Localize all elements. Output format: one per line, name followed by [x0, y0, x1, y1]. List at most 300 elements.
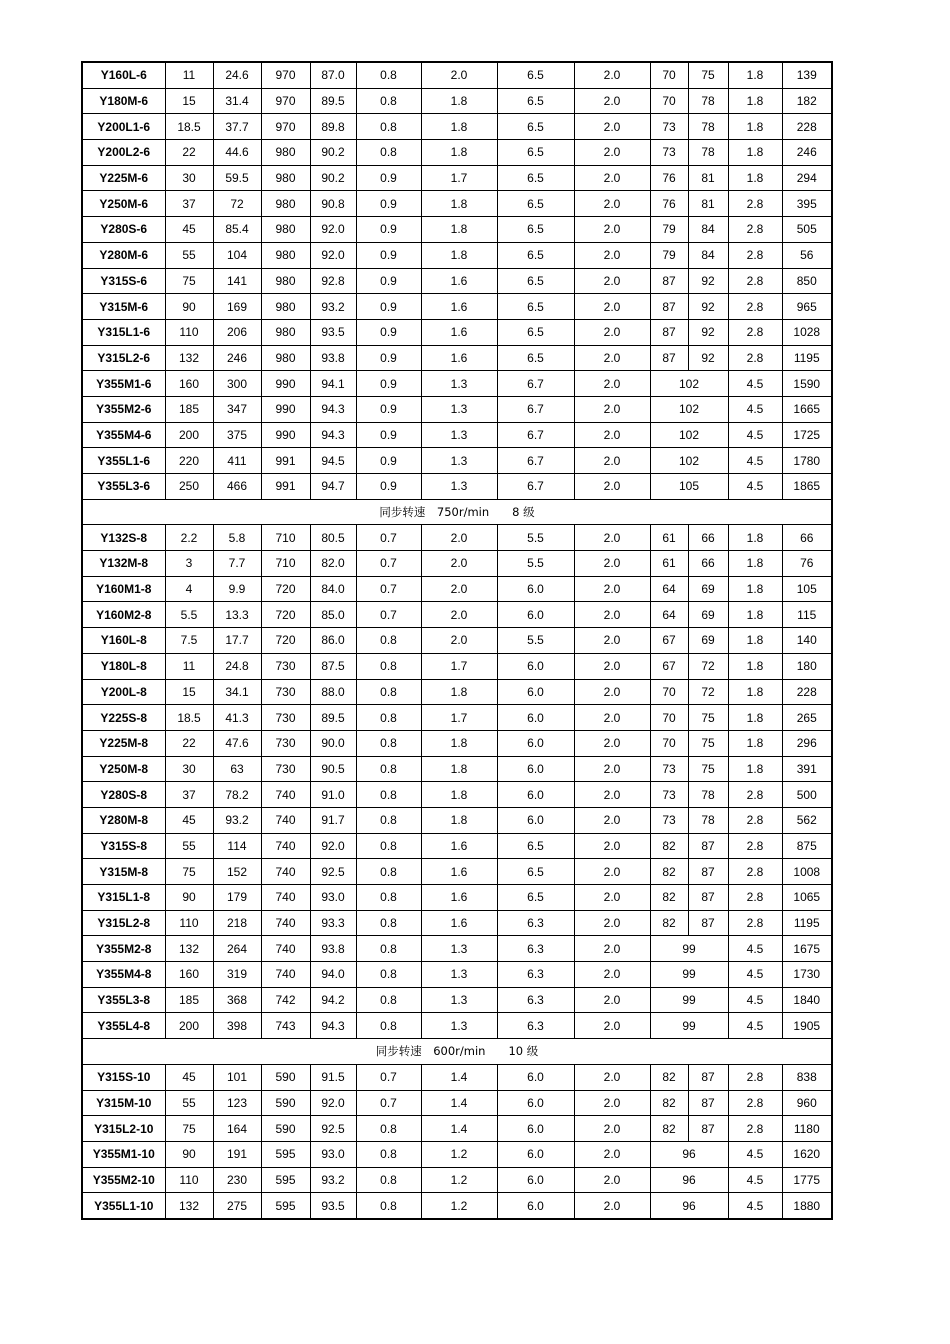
table-cell: 76: [782, 551, 832, 577]
model-cell: Y315L2-6: [82, 345, 165, 371]
table-cell: 1590: [782, 371, 832, 397]
table-cell: 85.4: [213, 217, 261, 243]
table-cell: 1865: [782, 474, 832, 500]
table-cell: 1.8: [728, 756, 782, 782]
table-cell: 1665: [782, 396, 832, 422]
table-cell: 590: [261, 1064, 310, 1090]
table-cell: 2.0: [574, 730, 650, 756]
table-cell: 2.8: [728, 294, 782, 320]
section-title: 同步转速 750r/min 8 级: [82, 499, 832, 525]
table-row: [82, 679, 832, 705]
table-cell: 4.5: [728, 1193, 782, 1219]
model-cell: Y280M-6: [82, 242, 165, 268]
table-cell: 5.5: [497, 628, 574, 654]
model-cell: Y355M1-6: [82, 371, 165, 397]
table-cell: 87: [688, 833, 728, 859]
table-row: [82, 936, 832, 962]
table-cell: 6.5: [497, 294, 574, 320]
table-cell: 87: [688, 885, 728, 911]
table-cell: 2.0: [574, 319, 650, 345]
table-cell: 980: [261, 345, 310, 371]
table-cell: 2.0: [574, 885, 650, 911]
table-cell: 78: [688, 782, 728, 808]
table-cell: 7.5: [165, 628, 213, 654]
table-cell: 562: [782, 807, 832, 833]
table-cell: 89.5: [310, 88, 356, 114]
model-cell: Y132S-8: [82, 525, 165, 551]
table-cell: 22: [165, 140, 213, 166]
table-cell: 164: [213, 1116, 261, 1142]
motor-spec-table: [81, 61, 833, 1220]
table-cell: 94.3: [310, 396, 356, 422]
table-cell: 1.8: [728, 62, 782, 88]
table-cell: 2.0: [574, 576, 650, 602]
table-cell: 347: [213, 396, 261, 422]
table-cell: 6.0: [497, 1193, 574, 1219]
table-cell: 6.3: [497, 1013, 574, 1039]
table-cell: 980: [261, 294, 310, 320]
table-cell: 78.2: [213, 782, 261, 808]
table-cell: 4.5: [728, 1141, 782, 1167]
table-cell: 200: [165, 1013, 213, 1039]
section-header-row: [82, 499, 832, 525]
table-cell: 90.0: [310, 730, 356, 756]
table-cell: 740: [261, 807, 310, 833]
table-cell: 0.9: [356, 396, 421, 422]
table-cell: 1.8: [421, 679, 497, 705]
table-cell: 250: [165, 474, 213, 500]
table-cell: 0.9: [356, 474, 421, 500]
model-cell: Y225M-6: [82, 165, 165, 191]
table-cell: 93.5: [310, 319, 356, 345]
table-cell: 6.0: [497, 653, 574, 679]
table-cell: 6.0: [497, 782, 574, 808]
table-cell: 466: [213, 474, 261, 500]
table-cell: 2.0: [421, 525, 497, 551]
table-cell: 94.3: [310, 1013, 356, 1039]
table-cell: 220: [165, 448, 213, 474]
table-cell: 94.0: [310, 962, 356, 988]
table-row: [82, 962, 832, 988]
table-cell: 0.9: [356, 319, 421, 345]
table-cell: 300: [213, 371, 261, 397]
table-cell: 4.5: [728, 422, 782, 448]
table-row: [82, 62, 832, 88]
table-cell: 1.7: [421, 705, 497, 731]
table-row: [82, 242, 832, 268]
table-cell: 1780: [782, 448, 832, 474]
table-cell: 15: [165, 679, 213, 705]
table-cell: 37: [165, 191, 213, 217]
table-cell: 61: [650, 551, 688, 577]
model-cell: Y355L4-8: [82, 1013, 165, 1039]
table-cell: 99: [650, 936, 728, 962]
table-cell: 6.5: [497, 217, 574, 243]
table-cell: 740: [261, 782, 310, 808]
table-cell: 1195: [782, 910, 832, 936]
table-cell: 6.0: [497, 730, 574, 756]
table-cell: 730: [261, 653, 310, 679]
table-cell: 92.0: [310, 1090, 356, 1116]
table-cell: 2.8: [728, 268, 782, 294]
table-cell: 47.6: [213, 730, 261, 756]
table-cell: 84.0: [310, 576, 356, 602]
table-cell: 75: [688, 62, 728, 88]
table-cell: 2.0: [574, 1013, 650, 1039]
table-cell: 92.0: [310, 833, 356, 859]
table-cell: 980: [261, 191, 310, 217]
model-cell: Y355M1-10: [82, 1141, 165, 1167]
table-cell: 1.8: [421, 756, 497, 782]
table-cell: 75: [165, 1116, 213, 1142]
table-cell: 78: [688, 88, 728, 114]
model-cell: Y355L3-8: [82, 987, 165, 1013]
table-cell: 78: [688, 114, 728, 140]
table-row: [82, 217, 832, 243]
table-cell: 84: [688, 217, 728, 243]
model-cell: Y355M2-6: [82, 396, 165, 422]
table-row: [82, 1013, 832, 1039]
table-cell: 6.5: [497, 191, 574, 217]
table-cell: 102: [650, 448, 728, 474]
table-cell: 99: [650, 987, 728, 1013]
table-cell: 4.5: [728, 962, 782, 988]
table-cell: 72: [213, 191, 261, 217]
table-cell: 730: [261, 730, 310, 756]
table-cell: 991: [261, 474, 310, 500]
table-cell: 0.9: [356, 345, 421, 371]
table-cell: 0.8: [356, 628, 421, 654]
model-cell: Y225M-8: [82, 730, 165, 756]
table-cell: 740: [261, 885, 310, 911]
table-cell: 6.0: [497, 807, 574, 833]
table-row: [82, 807, 832, 833]
table-cell: 990: [261, 396, 310, 422]
table-cell: 92.8: [310, 268, 356, 294]
table-cell: 1905: [782, 1013, 832, 1039]
table-cell: 1.8: [421, 140, 497, 166]
table-cell: 595: [261, 1193, 310, 1219]
table-cell: 0.9: [356, 422, 421, 448]
section-title: 同步转速 600r/min 10 级: [82, 1039, 832, 1065]
table-cell: 2.0: [574, 833, 650, 859]
table-cell: 6.5: [497, 319, 574, 345]
table-cell: 391: [782, 756, 832, 782]
model-cell: Y315M-10: [82, 1090, 165, 1116]
table-cell: 55: [165, 242, 213, 268]
table-cell: 2.0: [574, 1193, 650, 1219]
table-cell: 76: [650, 191, 688, 217]
model-cell: Y355L3-6: [82, 474, 165, 500]
table-cell: 0.9: [356, 217, 421, 243]
table-cell: 37: [165, 782, 213, 808]
table-cell: 6.5: [497, 242, 574, 268]
table-cell: 1.2: [421, 1167, 497, 1193]
table-cell: 90.2: [310, 140, 356, 166]
model-cell: Y200L1-6: [82, 114, 165, 140]
table-cell: 2.0: [421, 551, 497, 577]
table-cell: 102: [650, 371, 728, 397]
table-cell: 4.5: [728, 448, 782, 474]
table-row: [82, 859, 832, 885]
table-cell: 87.5: [310, 653, 356, 679]
table-cell: 75: [688, 756, 728, 782]
table-cell: 84: [688, 242, 728, 268]
table-row: [82, 551, 832, 577]
table-cell: 1840: [782, 987, 832, 1013]
table-cell: 99: [650, 962, 728, 988]
table-cell: 2.0: [574, 1116, 650, 1142]
table-cell: 70: [650, 705, 688, 731]
table-cell: 90: [165, 294, 213, 320]
table-cell: 990: [261, 371, 310, 397]
table-cell: 595: [261, 1141, 310, 1167]
table-cell: 2.0: [574, 88, 650, 114]
table-cell: 79: [650, 217, 688, 243]
table-cell: 93.3: [310, 910, 356, 936]
table-cell: 1.7: [421, 165, 497, 191]
table-cell: 0.8: [356, 705, 421, 731]
table-cell: 2.0: [574, 756, 650, 782]
table-cell: 0.8: [356, 62, 421, 88]
model-cell: Y355M4-6: [82, 422, 165, 448]
table-cell: 1730: [782, 962, 832, 988]
table-cell: 105: [782, 576, 832, 602]
table-cell: 6.5: [497, 268, 574, 294]
model-cell: Y200L-8: [82, 679, 165, 705]
table-cell: 296: [782, 730, 832, 756]
table-cell: 0.8: [356, 987, 421, 1013]
table-cell: 90: [165, 1141, 213, 1167]
table-cell: 730: [261, 756, 310, 782]
table-cell: 2.0: [574, 191, 650, 217]
table-cell: 742: [261, 987, 310, 1013]
table-cell: 92: [688, 345, 728, 371]
table-cell: 1.2: [421, 1193, 497, 1219]
table-cell: 0.8: [356, 88, 421, 114]
table-cell: 6.7: [497, 396, 574, 422]
table-cell: 2.0: [574, 679, 650, 705]
table-body: [82, 62, 832, 1219]
table-cell: 69: [688, 628, 728, 654]
table-cell: 102: [650, 396, 728, 422]
table-row: [82, 474, 832, 500]
table-cell: 2.0: [574, 396, 650, 422]
table-cell: 92.5: [310, 1116, 356, 1142]
table-cell: 6.5: [497, 859, 574, 885]
table-cell: 1.6: [421, 345, 497, 371]
table-cell: 0.7: [356, 576, 421, 602]
table-cell: 182: [782, 88, 832, 114]
model-cell: Y315L2-8: [82, 910, 165, 936]
table-cell: 0.8: [356, 807, 421, 833]
table-cell: 2.8: [728, 833, 782, 859]
table-cell: 2.8: [728, 345, 782, 371]
table-cell: 72: [688, 679, 728, 705]
model-cell: Y315L1-6: [82, 319, 165, 345]
table-cell: 4.5: [728, 1013, 782, 1039]
table-cell: 90: [165, 885, 213, 911]
table-row: [82, 1167, 832, 1193]
table-cell: 6.0: [497, 1141, 574, 1167]
table-cell: 160: [165, 962, 213, 988]
table-cell: 0.7: [356, 1064, 421, 1090]
table-cell: 87: [650, 319, 688, 345]
table-cell: 69: [688, 576, 728, 602]
table-cell: 0.8: [356, 833, 421, 859]
model-cell: Y280S-8: [82, 782, 165, 808]
table-cell: 0.8: [356, 730, 421, 756]
table-cell: 0.8: [356, 885, 421, 911]
table-cell: 2.0: [574, 602, 650, 628]
table-cell: 1.3: [421, 422, 497, 448]
table-cell: 720: [261, 602, 310, 628]
table-cell: 64: [650, 576, 688, 602]
table-cell: 1.3: [421, 987, 497, 1013]
table-cell: 1065: [782, 885, 832, 911]
table-cell: 275: [213, 1193, 261, 1219]
table-row: [82, 628, 832, 654]
table-cell: 87: [650, 345, 688, 371]
table-cell: 2.0: [574, 910, 650, 936]
table-cell: 67: [650, 653, 688, 679]
table-cell: 0.7: [356, 551, 421, 577]
table-cell: 980: [261, 217, 310, 243]
table-cell: 78: [688, 807, 728, 833]
table-cell: 1.8: [728, 730, 782, 756]
table-row: [82, 910, 832, 936]
table-cell: 4: [165, 576, 213, 602]
table-cell: 4.5: [728, 474, 782, 500]
table-cell: 838: [782, 1064, 832, 1090]
table-cell: 2.0: [574, 807, 650, 833]
model-cell: Y180M-6: [82, 88, 165, 114]
table-cell: 1195: [782, 345, 832, 371]
table-cell: 94.7: [310, 474, 356, 500]
model-cell: Y250M-8: [82, 756, 165, 782]
table-cell: 191: [213, 1141, 261, 1167]
table-cell: 1.6: [421, 319, 497, 345]
table-cell: 1.8: [728, 551, 782, 577]
table-cell: 2.0: [574, 217, 650, 243]
table-cell: 6.5: [497, 833, 574, 859]
model-cell: Y160M2-8: [82, 602, 165, 628]
table-cell: 1.4: [421, 1064, 497, 1090]
table-cell: 1.8: [421, 782, 497, 808]
table-cell: 6.0: [497, 1064, 574, 1090]
table-cell: 79: [650, 242, 688, 268]
table-cell: 980: [261, 242, 310, 268]
table-cell: 2.0: [574, 782, 650, 808]
table-cell: 1.8: [728, 88, 782, 114]
model-cell: Y355L1-10: [82, 1193, 165, 1219]
table-cell: 66: [782, 525, 832, 551]
table-cell: 87: [650, 268, 688, 294]
table-cell: 970: [261, 88, 310, 114]
table-cell: 0.7: [356, 1090, 421, 1116]
table-cell: 1.3: [421, 474, 497, 500]
table-cell: 1620: [782, 1141, 832, 1167]
table-cell: 82.0: [310, 551, 356, 577]
table-cell: 0.8: [356, 859, 421, 885]
table-cell: 228: [782, 679, 832, 705]
table-cell: 2.0: [574, 1090, 650, 1116]
table-row: [82, 1193, 832, 1219]
table-row: [82, 602, 832, 628]
model-cell: Y225S-8: [82, 705, 165, 731]
table-cell: 185: [165, 396, 213, 422]
table-cell: 1.3: [421, 936, 497, 962]
table-cell: 6.5: [497, 140, 574, 166]
table-cell: 1775: [782, 1167, 832, 1193]
table-row: [82, 833, 832, 859]
table-cell: 6.5: [497, 62, 574, 88]
table-cell: 6.5: [497, 345, 574, 371]
table-cell: 61: [650, 525, 688, 551]
table-cell: 139: [782, 62, 832, 88]
table-cell: 965: [782, 294, 832, 320]
table-row: [82, 165, 832, 191]
table-cell: 7.7: [213, 551, 261, 577]
table-cell: 2.0: [574, 1167, 650, 1193]
table-cell: 5.8: [213, 525, 261, 551]
model-cell: Y315S-6: [82, 268, 165, 294]
table-cell: 2.0: [574, 551, 650, 577]
table-cell: 56: [782, 242, 832, 268]
table-cell: 710: [261, 551, 310, 577]
table-cell: 1008: [782, 859, 832, 885]
table-cell: 0.8: [356, 782, 421, 808]
model-cell: Y280S-6: [82, 217, 165, 243]
model-cell: Y280M-8: [82, 807, 165, 833]
table-cell: 1.8: [728, 525, 782, 551]
table-row: [82, 371, 832, 397]
table-cell: 2.0: [574, 859, 650, 885]
table-cell: 980: [261, 268, 310, 294]
table-cell: 2.0: [574, 165, 650, 191]
table-row: [82, 191, 832, 217]
model-cell: Y315M-6: [82, 294, 165, 320]
table-cell: 2.0: [574, 1064, 650, 1090]
table-cell: 179: [213, 885, 261, 911]
table-cell: 1.7: [421, 653, 497, 679]
table-cell: 980: [261, 140, 310, 166]
table-cell: 11: [165, 653, 213, 679]
table-row: [82, 268, 832, 294]
table-cell: 152: [213, 859, 261, 885]
table-cell: 94.3: [310, 422, 356, 448]
table-row: [82, 730, 832, 756]
table-cell: 2.0: [574, 1141, 650, 1167]
table-cell: 185: [165, 987, 213, 1013]
table-cell: 55: [165, 1090, 213, 1116]
table-cell: 96: [650, 1141, 728, 1167]
table-cell: 66: [688, 525, 728, 551]
table-cell: 73: [650, 807, 688, 833]
table-cell: 76: [650, 165, 688, 191]
table-cell: 1.8: [421, 807, 497, 833]
table-cell: 75: [688, 730, 728, 756]
table-cell: 110: [165, 1167, 213, 1193]
section-header-row: [82, 1039, 832, 1065]
table-cell: 93.2: [213, 807, 261, 833]
table-cell: 875: [782, 833, 832, 859]
table-cell: 30: [165, 756, 213, 782]
table-cell: 13.3: [213, 602, 261, 628]
table-cell: 169: [213, 294, 261, 320]
table-row: [82, 885, 832, 911]
table-cell: 2.8: [728, 807, 782, 833]
